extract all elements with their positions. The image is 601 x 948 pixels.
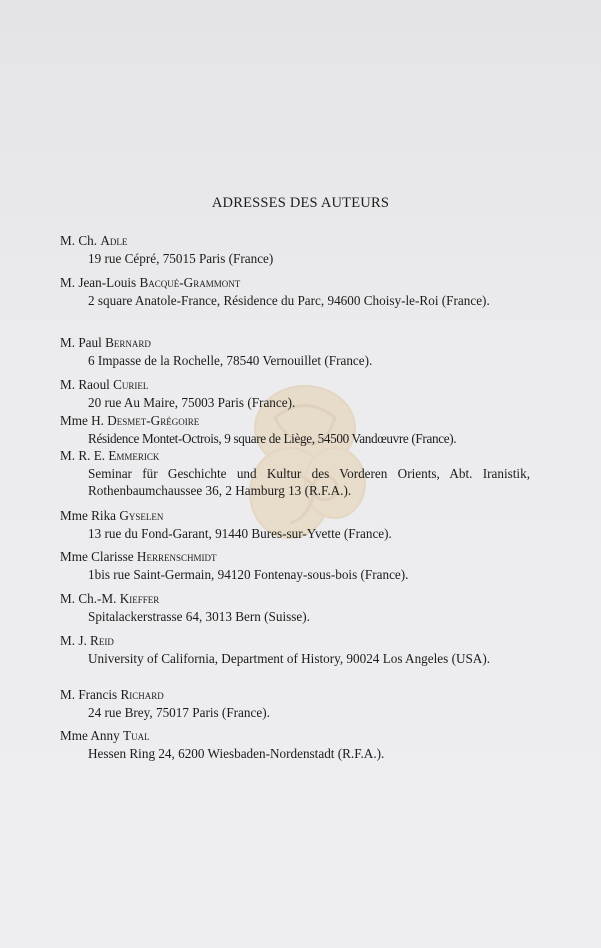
author-name: M. Paul Bernard [60,335,151,350]
author-name: M. Raoul Curiel [60,377,149,392]
author-address: 13 rue du Fond-Garant, 91440 Bures-sur-Yvette (France). [88,525,392,541]
author-name: M. Jean-Louis Bacqué-Grammont [60,275,241,290]
author-address: University of California, Department of History, 90024 Los Angeles (USA). [88,650,491,666]
author-entry-curiel [60,376,530,411]
author-entry-bacque-grammont [60,274,530,309]
author-name: Mme Anny Tual [60,728,150,743]
author-name: Mme H. Desmet-Grégoire [60,413,200,428]
author-name: M. Ch.-M. Kieffer [60,591,160,606]
author-entry-desmet-gregoire [60,412,530,447]
author-name: M. R. E. Emmerick [60,448,160,463]
author-address: 24 rue Brey, 75017 Paris (France). [88,704,270,720]
author-address: 20 rue Au Maire, 75003 Paris (France). [88,394,296,410]
author-entry-tual [60,727,530,762]
author-address: 1bis rue Saint-Germain, 94120 Fontenay-sous-bois (France). [88,566,409,582]
author-entry-gyselen [60,507,530,542]
author-name: M. Ch. Adle [60,233,128,248]
author-address: 19 rue Cépré, 75015 Paris (France) [88,250,274,266]
author-name: Mme Rika Gyselen [60,508,164,523]
author-entry-reid [60,632,530,667]
author-address: Hessen Ring 24, 6200 Wiesbaden-Nordenstadt (R.F.A.). [88,745,385,761]
author-entry-adle [60,232,530,267]
author-address: 6 Impasse de la Rochelle, 78540 Vernouillet (France). [88,352,373,368]
author-address: 2 square Anatole-France, Résidence du Parc, 94600 Choisy-le-Roi (France). [88,292,490,308]
author-entry-herrenschmidt [60,548,530,583]
author-name: M. J. Reid [60,633,114,648]
author-entry-kieffer [60,590,530,625]
author-address: Seminar für Geschichte und Kultur des Vorderen Orients, Abt. Iranistik, Rothenbaumchaussee 36, 2 Hamburg 13 (R.F.A.). [88,465,530,498]
page-title: ADRESSES DES AUTEURS [211,195,390,211]
author-name: M. Francis Richard [60,687,164,702]
author-name: Mme Clarisse Herrenschmidt [60,549,217,564]
author-address: Spitalackerstrasse 64, 3013 Bern (Suisse). [88,608,310,624]
author-entry-emmerick [60,447,530,500]
author-address: Résidence Montet-Octrois, 9 square de Liège, 54500 Vandœuvre (France). [88,430,457,446]
author-entry-richard [60,686,530,721]
author-entry-bernard [60,334,530,369]
